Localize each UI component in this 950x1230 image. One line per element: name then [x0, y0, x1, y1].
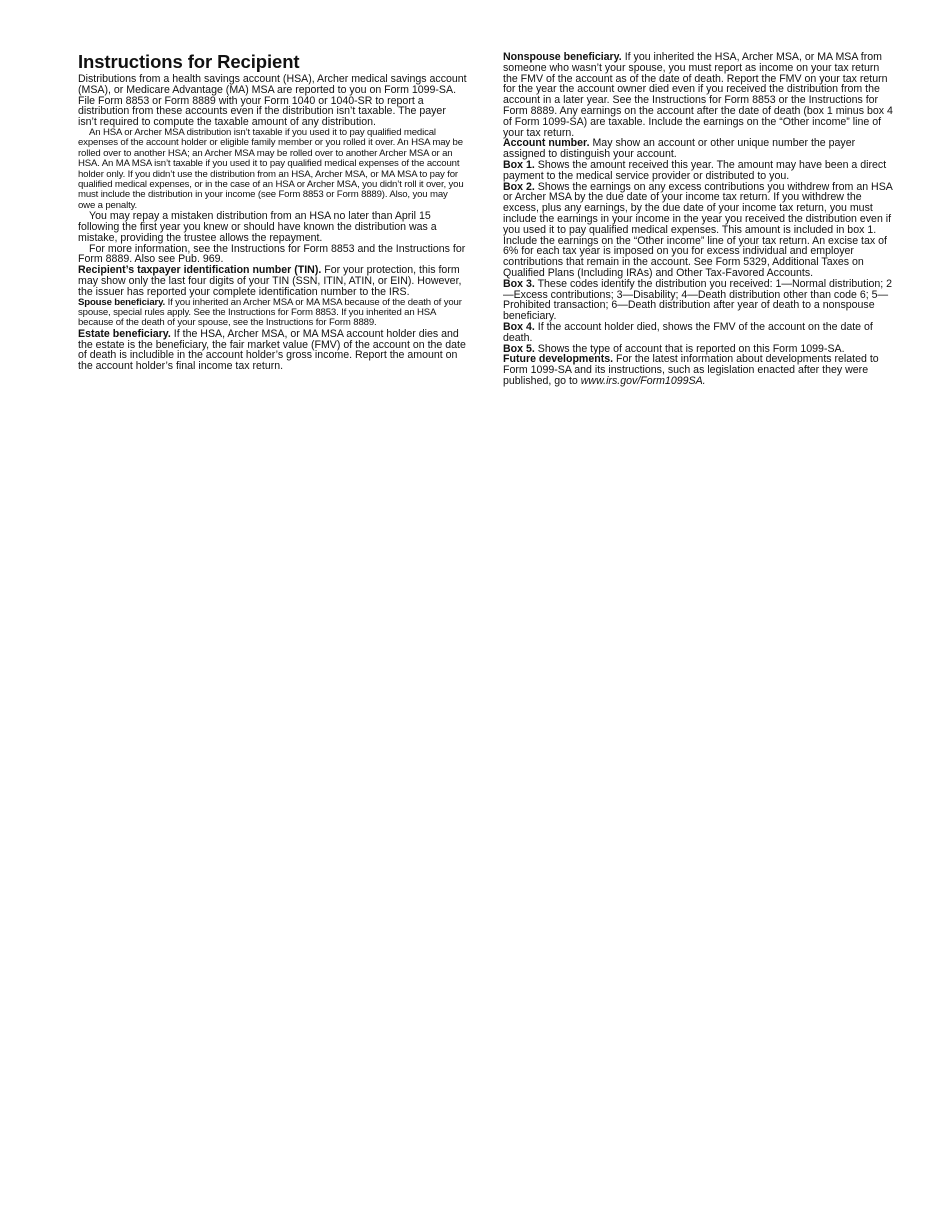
box2-text: Shows the earnings on any excess contributions you withdrew from an HSA or Archer MSA by the due date of your income tax return. If you withdrew the excess, plus any earnings, by the due date of your income tax return, you must include the earnings in your income in the year you received the distribution even if you used it to pay qualified medical expenses. This amount is included in box 1. Include the earnings on the “Other income” line of your tax return. An excise tax of 6% for each tax year is imposed on you for excess individual and employer contributions that remain in the account. See Form 5329, Additional Taxes on Qualified Plans (Including IRAs) and Other Tax-Favored Accounts. [503, 180, 893, 279]
estate-heading: Estate beneficiary. [78, 327, 171, 340]
nonspouse-paragraph [503, 52, 894, 138]
box1-text: Shows the amount received this year. The amount may have been a direct payment to the medical service provider or distributed to you. [503, 158, 887, 182]
future-text: For the latest information about developments related to Form 1099-SA and its instructions, such as legislation enacted after they were published, go to [503, 353, 879, 387]
box1-heading: Box 1. [503, 158, 535, 171]
box3-text: These codes identify the distribution you received: 1—Normal distribution; 2—Excess contributions; 3—Disability; 4—Death distribution other than code 6; 5—Prohibited transaction; 6—Death distribution after year of death to a nonspouse beneficiary. [503, 277, 893, 323]
repay-paragraph: You may repay a mistaken distribution from an HSA no later than April 15 following the first year you knew or should have known the distribution was a mistake, providing the trustee allows the repayment. [78, 210, 437, 244]
page-title: Instructions for Recipient [78, 51, 300, 72]
not-taxable-paragraph: An HSA or Archer MSA distribution isn’t taxable if you used it to pay qualified medical expenses of the account holder or eligible family member or you rolled it over. An HSA may be rolled over to another HSA; an Archer MSA may be rolled over to another Archer MSA or an HSA. An MA MSA isn’t taxable if you used it to pay qualified medical expenses of the account holder only. If you didn’t use the distribution from an HSA, Archer MSA, or MA MSA to pay for qualified medical expenses, or in the case of an HSA or Archer MSA, you didn’t roll it over, you must include the distribution in your income (see Form 8853 or Form 8889). Also, you may owe a penalty. [78, 126, 464, 211]
intro-paragraph: Distributions from a health savings account (HSA), Archer medical savings account (MSA), or Medicare Advantage (MA) MSA are reported to you on Form 1099-SA. File Form 8853 or Form 8889 with your Form 1040 or 1040-SR to report a distribution from these accounts even if the distribution isn’t taxable. The payer isn’t required to compute the taxable amount of any distribution. [78, 73, 467, 129]
future-paragraph [503, 354, 894, 386]
box1-paragraph [503, 160, 894, 182]
box5-text: Shows the type of account that is reported on this Form 1099-SA. [537, 342, 845, 355]
account-paragraph [503, 138, 894, 160]
box4-text: If the account holder died, shows the FMV of the account on the date of death. [503, 320, 873, 344]
box3-paragraph [503, 279, 894, 322]
box3-heading: Box 3. [503, 277, 535, 290]
account-heading: Account number. [503, 137, 590, 150]
estate-paragraph [78, 329, 467, 372]
tin-paragraph [78, 265, 467, 297]
box2-paragraph [503, 182, 894, 279]
tin-heading: Recipient’s taxpayer identification number (TIN). [78, 264, 322, 277]
account-text: May show an account or other unique number the payer assigned to distinguish your account. [503, 137, 856, 161]
box4-paragraph [503, 322, 894, 344]
spouse-heading: Spouse beneficiary. [78, 296, 166, 308]
right-column [503, 52, 894, 387]
box5-heading: Box 5. [503, 342, 535, 355]
tin-text: For your protection, this form may show only the last four digits of your TIN (SSN, ITIN, ATIN, or EIN). However, the issuer has reported your complete identification number to the IRS. [78, 264, 462, 298]
nonspouse-text: If you inherited the HSA, Archer MSA, or MA MSA from someone who wasn’t your spouse, you must report as income on your tax return the FMV of the account as of the date of death. Report the FMV on your tax return for the year the account owner died even if you received the distribution from the account in a later year. See the Instructions for Form 8853 or the Instructions for Form 8889. Any earnings on the account after the date of death (box 1 minus box 4 of Form 1099-SA) are taxable. Include the earnings on the “Other income” line of your tax return. [503, 51, 893, 139]
box2-heading: Box 2. [503, 180, 535, 193]
irs-form-link[interactable]: www.irs.gov/Form1099SA. [580, 374, 706, 387]
nonspouse-heading: Nonspouse beneficiary. [503, 51, 622, 63]
spouse-text: If you inherited an Archer MSA or MA MSA because of the death of your spouse, special rules apply. See the Instructions for Form 8853. If you inherited an HSA because of the death of your spouse, see the Instructions for Form 8889. [78, 296, 462, 329]
left-column [78, 52, 467, 372]
estate-text: If the HSA, Archer MSA, or MA MSA account holder dies and the estate is the beneficiary, the fair market value (FMV) of the account on the date of death is includible in the account holder’s gross income. Report the amount on the account holder’s final income tax return. [78, 327, 466, 373]
more-info-paragraph: For more information, see the Instructions for Form 8853 and the Instructions for Form 8889. Also see Pub. 969. [78, 242, 466, 266]
spouse-paragraph [78, 298, 467, 329]
future-heading: Future developments. [503, 353, 614, 366]
box4-heading: Box 4. [503, 320, 535, 333]
